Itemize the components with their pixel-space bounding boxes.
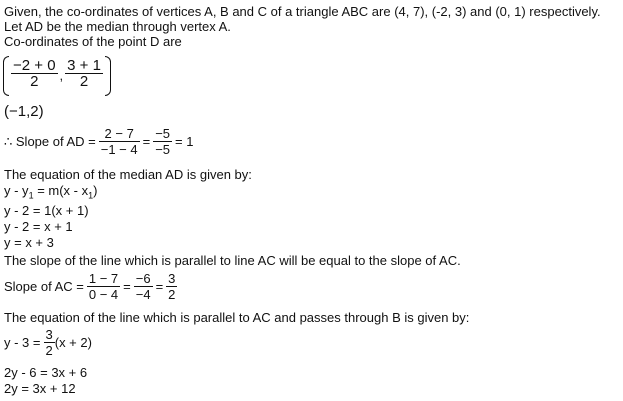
slope-ac-num-2: −6 — [135, 271, 151, 286]
slope-ac-num-1: 1 − 7 — [88, 271, 119, 286]
formula-part-c: ) — [93, 183, 98, 198]
slope-ad-equals: = — [142, 134, 151, 149]
slope-ad-fraction-2 — [153, 126, 172, 157]
midpoint-y-fraction — [65, 58, 103, 89]
midpoint-expression — [3, 56, 111, 100]
slope-ac-equation — [4, 271, 177, 302]
parallel-line-heading: The equation of the line which is parallel to AC and passes through B is given by: — [4, 310, 470, 325]
midpoint-comma: , — [59, 68, 64, 83]
median-step-3: y = x + 3 — [4, 235, 54, 250]
midpoint-y-denominator: 2 — [79, 73, 89, 90]
median-equation-heading: The equation of the median AD is given by: — [4, 167, 252, 182]
slope-ac-fraction-1 — [87, 271, 120, 302]
slope-ac-fraction-3 — [166, 271, 177, 302]
slope-ac-den-1: 0 − 4 — [88, 287, 119, 302]
final-eq-suffix: (x + 2) — [54, 335, 92, 350]
formula-subscript-2: 1 — [88, 190, 94, 201]
final-eq-den: 2 — [45, 343, 53, 358]
slope-ad-label: ∴ Slope of AD = — [4, 133, 96, 149]
given-statement: Given, the co-ordinates of vertices A, B and C of a triangle ABC are (4, 7), (-2, 3) and (0, 1) respectively. — [4, 4, 601, 19]
left-parenthesis — [3, 56, 9, 96]
formula-part-b: = m(x - x — [33, 183, 89, 198]
slope-ac-equals-1: = — [123, 279, 131, 294]
slope-ac-label: Slope of AC = — [4, 279, 84, 294]
final-step-1: 2y - 6 = 3x + 6 — [4, 365, 88, 380]
final-eq-num: 3 — [45, 327, 53, 342]
slope-ad-den-2: −5 — [155, 142, 171, 157]
point-d-value: (−1,2) — [4, 103, 44, 120]
final-eq-fraction — [44, 327, 55, 358]
right-parenthesis — [105, 56, 111, 96]
parallel-line-equation — [4, 327, 92, 358]
slope-ad-den-1: −1 − 4 — [100, 142, 138, 157]
final-step-2: 2y = 3x + 12 — [4, 381, 76, 396]
point-slope-formula — [4, 183, 97, 204]
median-step-1: y - 2 = 1(x + 1) — [4, 203, 89, 218]
final-eq-prefix: y - 3 = — [4, 335, 41, 350]
slope-ac-fraction-2 — [134, 271, 153, 302]
midpoint-x-numerator: −2 + 0 — [13, 57, 56, 74]
slope-ad-fraction-1 — [99, 126, 140, 157]
slope-ac-num-3: 3 — [168, 271, 176, 286]
slope-ac-den-2: −4 — [135, 287, 151, 302]
slope-ad-result: = 1 — [175, 134, 194, 149]
midpoint-x-denominator: 2 — [30, 73, 39, 90]
midpoint-y-numerator: 3 + 1 — [67, 57, 101, 74]
slope-ac-equals-2: = — [155, 279, 164, 294]
median-step-2: y - 2 = x + 1 — [4, 219, 73, 234]
median-statement: Let AD be the median through vertex A. — [4, 19, 231, 34]
midpoint-x-fraction — [11, 58, 58, 89]
slope-ad-num-1: 2 − 7 — [99, 126, 140, 142]
formula-subscript-1: 1 — [28, 190, 34, 201]
slope-ac-den-3: 2 — [168, 287, 176, 302]
parallel-slope-statement: The slope of the line which is parallel to line AC will be equal to the slope of AC. — [4, 253, 461, 268]
slope-ad-num-2: −5 — [155, 126, 171, 141]
formula-part-a: y - y — [4, 183, 29, 198]
coordinates-heading: Co-ordinates of the point D are — [4, 34, 182, 49]
slope-ad-equation — [4, 126, 193, 157]
